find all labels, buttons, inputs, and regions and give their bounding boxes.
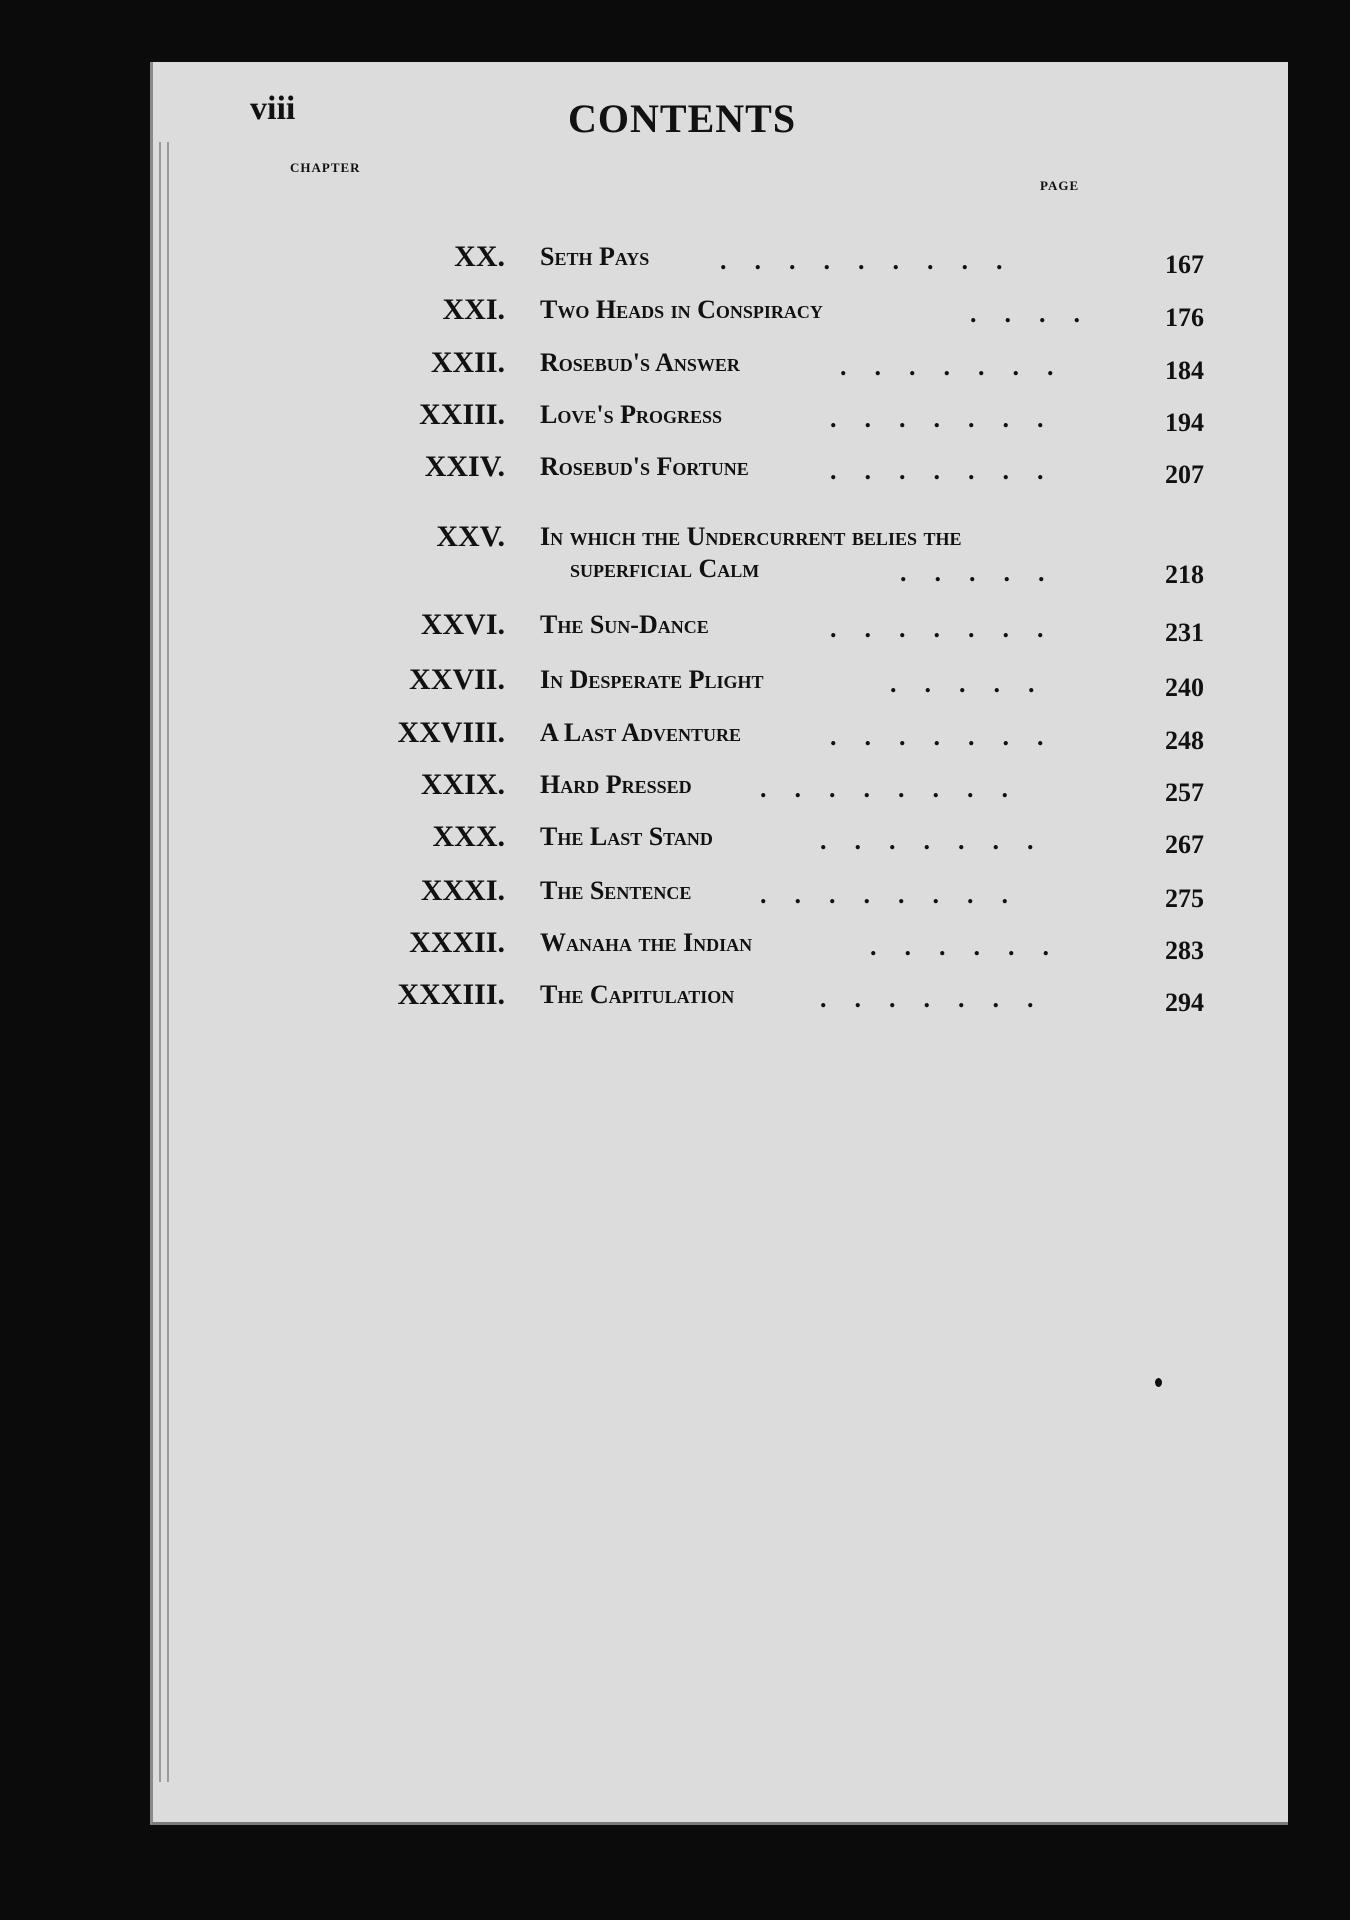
chapter-title: The Capitulation [540,980,735,1009]
chapter-number: XXV. [436,520,505,553]
chapter-number: XXXII. [409,926,505,959]
page-ref: 231 [1165,618,1204,647]
chapter-number: XXVIII. [397,716,505,749]
chapter-title: Wanaha the Indian [540,928,753,957]
chapter-title: The Last Stand [540,822,713,851]
chapter-number: XXIII. [419,398,505,431]
page-ref: 294 [1165,988,1204,1017]
chapter-number: XXII. [430,346,505,379]
toc-entry [0,390,1350,442]
page-number: viii [250,90,296,127]
toc-entry [0,442,1350,494]
leader-dots: ........ [760,774,1036,803]
toc-entry [0,760,1350,812]
leader-dots: ..... [890,669,1063,698]
chapter-number: XXXI. [420,874,505,907]
chapter-number: XXI. [442,293,505,326]
chapter-title: Rosebud's Answer [540,348,740,377]
page-ref: 207 [1165,460,1204,489]
leader-dots: ......... [720,246,1031,275]
leader-dots: ..... [900,558,1073,587]
chapter-number: XXVII. [409,663,505,696]
leader-dots: ....... [830,456,1072,485]
page-ref: 167 [1165,250,1204,279]
page-ref: 176 [1165,303,1204,332]
leader-dots: ....... [820,984,1062,1013]
toc-entry [0,285,1350,337]
chapter-title: The Sun-Dance [540,610,709,639]
toc-entry [0,600,1350,652]
page-title: CONTENTS [568,96,797,141]
page-ref: 248 [1165,726,1204,755]
toc-entry [0,970,1350,1022]
chapter-number: XXIV. [424,450,505,483]
leader-dots: ....... [840,352,1082,381]
toc-entry [0,512,1350,589]
leader-dots: ....... [830,722,1072,751]
page-ref: 194 [1165,408,1204,437]
page-ref: 218 [1165,560,1204,589]
page-ref: 240 [1165,673,1204,702]
toc-entry [0,866,1350,918]
chapter-number: XXIX. [420,768,505,801]
chapter-title: Seth Pays [540,242,650,271]
chapter-title: Hard Pressed [540,770,692,799]
leader-dots: .... [970,299,1108,328]
chapter-title: In which the Undercurrent belies the [540,522,962,551]
page-ref: 275 [1165,884,1204,913]
ink-speck [1155,1378,1162,1387]
leader-dots: ........ [760,880,1036,909]
page-ref: 257 [1165,778,1204,807]
chapter-title: The Sentence [540,876,692,905]
page-ref: 283 [1165,936,1204,965]
chapter-column-label: CHAPTER [290,160,361,175]
leader-dots: ...... [870,932,1077,961]
chapter-title: A Last Adventure [540,718,742,747]
toc-entry [0,338,1350,390]
chapter-number: XXXIII. [397,978,505,1011]
chapter-title: Two Heads in Conspiracy [540,295,823,324]
page-ref: 267 [1165,830,1204,859]
chapter-title: Love's Progress [540,400,722,429]
toc-entry [0,708,1350,760]
leader-dots: ....... [830,404,1072,433]
chapter-title-continued: superficial Calm [570,554,760,583]
toc-entry [0,918,1350,970]
page-column-label: PAGE [1040,178,1080,193]
chapter-number: XXX. [432,820,505,853]
leader-dots: ....... [830,614,1072,643]
toc-entry [0,232,1350,284]
toc-entry [0,655,1350,707]
chapter-number: XXVI. [420,608,505,641]
page-ref: 184 [1165,356,1204,385]
chapter-title: In Desperate Plight [540,665,764,694]
chapter-number: XX. [454,240,505,273]
toc-entry [0,812,1350,864]
chapter-title: Rosebud's Fortune [540,452,749,481]
leader-dots: ....... [820,826,1062,855]
